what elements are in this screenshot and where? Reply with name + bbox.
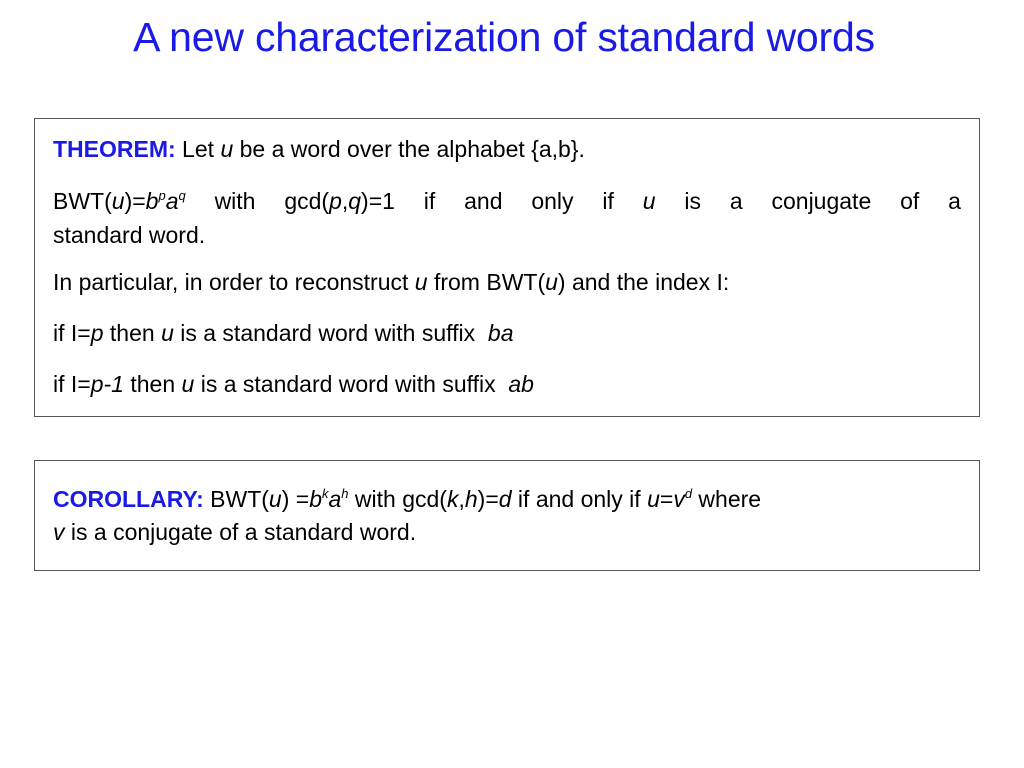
bwt-condition-line (53, 184, 961, 218)
word: if (423, 188, 436, 214)
word: conjugate (771, 188, 872, 214)
corollary-text: if and only if (511, 486, 648, 512)
variable-k: k (446, 486, 459, 512)
theorem-statement (53, 133, 961, 165)
theorem-text: then (103, 320, 162, 346)
variable-v: v (673, 486, 685, 512)
word: of (900, 188, 920, 214)
corollary-text: )= (477, 486, 499, 512)
word: a (729, 188, 743, 214)
corollary-text: , (458, 486, 465, 512)
exponent-d: d (684, 486, 693, 501)
variable-u: u (414, 269, 428, 295)
theorem-text: then (123, 371, 182, 397)
variable-u: u (111, 188, 125, 214)
word: a (948, 188, 961, 214)
theorem-box (34, 118, 980, 417)
variable-p: p (90, 320, 104, 346)
variable-v: v (53, 519, 65, 545)
variable-d: d (498, 486, 512, 512)
corollary-head (53, 483, 761, 516)
bwt-condition-continuation: standard word. (53, 222, 206, 248)
variable-u: u (647, 486, 660, 512)
suffix-ab: ab (508, 371, 534, 397)
theorem-case-p-minus-1 (53, 368, 961, 400)
variable-h: h (464, 486, 478, 512)
variable-u: u (161, 320, 174, 346)
theorem-case-p (53, 317, 961, 349)
variable-u: u (545, 269, 558, 295)
slide-title: A new characterization of standard words (133, 14, 875, 60)
variable-u: u (181, 371, 195, 397)
variable-a: a (328, 486, 342, 512)
gcd-text: )=1 (361, 188, 395, 214)
theorem-text: ) and the index I: (557, 269, 730, 295)
corollary-text: BWT( (203, 486, 269, 512)
theorem-text: if I= (53, 320, 91, 346)
variable-p: p (329, 188, 342, 214)
theorem-text: Let (175, 136, 221, 162)
variable-a: a (165, 188, 179, 214)
exponent-h: h (341, 486, 349, 501)
variable-u: u (268, 486, 282, 512)
exponent-p: p (158, 188, 166, 203)
corollary-box (34, 460, 980, 571)
variable-b: b (309, 486, 322, 512)
exponent-k: k (322, 486, 329, 501)
word: if (602, 188, 614, 214)
word: is (684, 188, 701, 214)
variable-b: b (145, 188, 159, 214)
variable-u: u (642, 188, 656, 214)
theorem-reconstruction-intro (53, 266, 961, 298)
suffix-ba: ba (487, 320, 514, 346)
gcd-text: gcd( (284, 188, 330, 214)
corollary-statement (53, 483, 957, 549)
theorem-text: is a standard word with suffix (173, 320, 488, 346)
variable-q: q (348, 188, 362, 214)
word: only (531, 188, 574, 214)
theorem-label: THEOREM: (53, 136, 176, 162)
bwt-text: )= (124, 188, 146, 214)
exponent-q: q (178, 188, 186, 203)
theorem-text: be a word over the alphabet {a,b}. (233, 136, 585, 162)
corollary-line (53, 483, 957, 516)
theorem-text: In particular, in order to reconstruct (53, 269, 415, 295)
corollary-text: where (692, 486, 762, 512)
corollary-text: = (659, 486, 674, 512)
corollary-text: is a conjugate of a standard word. (64, 519, 417, 545)
corollary-text: ) = (281, 486, 310, 512)
corollary-label: COROLLARY: (53, 486, 204, 512)
theorem-text: if I= (53, 371, 91, 397)
theorem-text: from BWT( (427, 269, 546, 295)
theorem-text: is a standard word with suffix (194, 371, 509, 397)
corollary-line-2 (53, 516, 957, 549)
corollary-text: with gcd( (348, 486, 447, 512)
variable-u: u (220, 136, 234, 162)
gcd-expression (284, 184, 395, 218)
word: with (214, 188, 256, 214)
variable-p-minus-1: p-1 (90, 371, 124, 397)
theorem-bwt-condition (53, 184, 961, 252)
bwt-expression (53, 184, 186, 218)
gcd-text: , (341, 188, 349, 214)
word: and (464, 188, 503, 214)
bwt-text: BWT( (53, 188, 112, 214)
